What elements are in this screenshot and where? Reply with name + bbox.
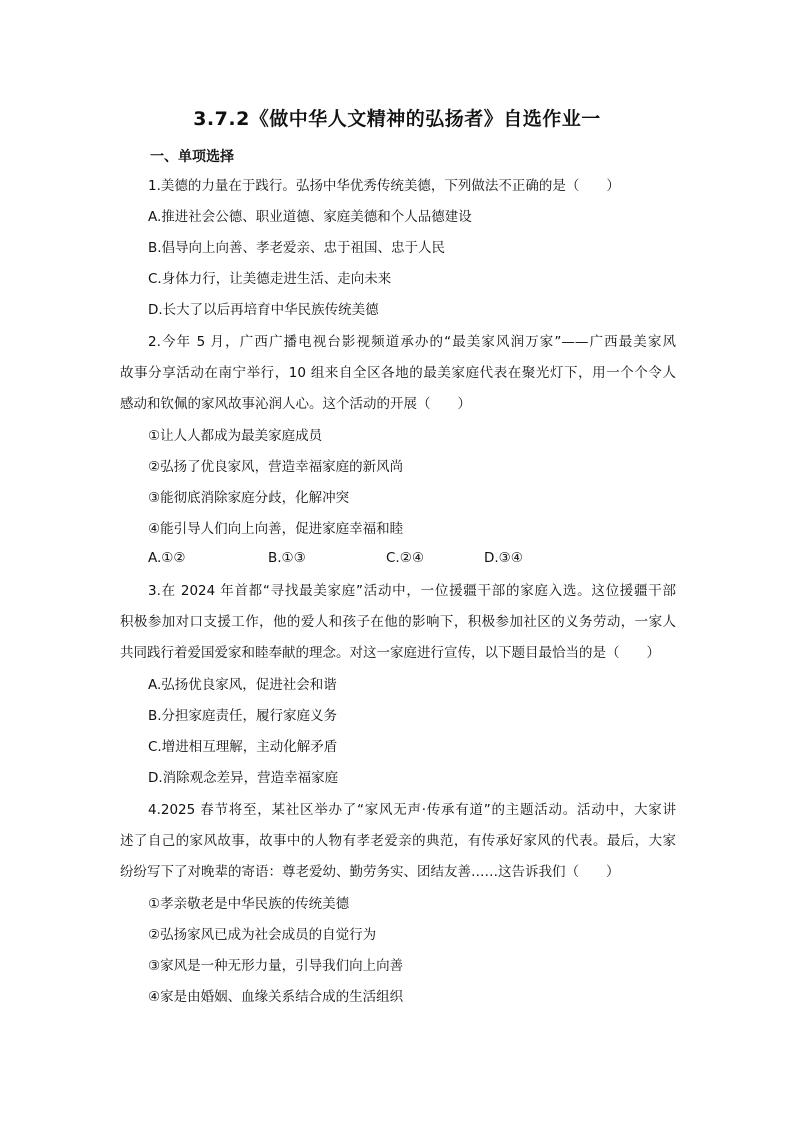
- question-3-stem-line-3: 共同践行着爱国爱家和睦奉献的理念。对这一家庭进行宣传，以下题目最恰当的是（ ）: [120, 645, 660, 661]
- question-4-statement-3: ③家风是一种无形力量，引导我们向上向善: [148, 958, 404, 974]
- question-4-stem-line-3: 纷纷写下了对晚辈的寄语：尊老爱幼、勤劳务实、团结友善……这告诉我们（ ）: [120, 864, 620, 880]
- question-4-statement-2: ②弘扬家风已成为社会成员的自觉行为: [148, 927, 377, 943]
- question-2-statement-4: ④能引导人们向上向善，促进家庭幸福和睦: [148, 521, 404, 537]
- question-3-option-a: A.弘扬优良家风，促进社会和谐: [148, 677, 337, 693]
- question-2-stem-line-1: 2.今年 5 月，广西广播电视台影视频道承办的“最美家风润万家”——广西最美家风: [148, 334, 676, 350]
- question-2-statement-3: ③能彻底消除家庭分歧，化解冲突: [148, 490, 350, 506]
- question-3-stem-line-2: 积极参加对口支援工作，他的爱人和孩子在他的影响下，积极参加社区的义务劳动，一家人: [120, 614, 676, 630]
- question-1-option-c: C.身体力行，让美德走进生活、走向未来: [148, 271, 392, 287]
- question-2-choice-d: D.③④: [484, 550, 523, 566]
- section-heading: 一、单项选择: [150, 149, 234, 165]
- question-3-option-d: D.消除观念差异，营造幸福家庭: [148, 770, 339, 786]
- question-3-option-c: C.增进相互理解，主动化解矛盾: [148, 739, 338, 755]
- question-4-stem-line-2: 述了自己的家风故事，故事中的人物有孝老爱亲的典范，有传承好家风的代表。最后，大家: [120, 833, 676, 849]
- question-2-statement-1: ①让人人都成为最美家庭成员: [148, 428, 323, 444]
- question-2-stem-line-2: 故事分享活动在南宁举行，10 组来自全区各地的最美家庭代表在聚光灯下，用一个个令人: [120, 365, 676, 381]
- question-1-option-b: B.倡导向上向善、孝老爱亲、忠于祖国、忠于人民: [148, 240, 446, 256]
- question-3-option-b: B.分担家庭责任，履行家庭义务: [148, 708, 338, 724]
- question-1-option-a: A.推进社会公德、职业道德、家庭美德和个人品德建设: [148, 209, 472, 225]
- question-2-stem-line-3: 感动和钦佩的家风故事沁润人心。这个活动的开展（ ）: [120, 396, 471, 412]
- question-2-choice-a: A.①②: [148, 550, 186, 566]
- question-2-statement-2: ②弘扬了优良家风，营造幸福家庭的新风尚: [148, 459, 404, 475]
- question-2-choice-b: B.①③: [268, 550, 306, 566]
- question-1-option-d: D.长大了以后再培育中华民族传统美德: [148, 302, 379, 318]
- question-4-statement-4: ④家是由婚姻、血缘关系结合成的生活组织: [148, 989, 404, 1005]
- question-3-stem-line-1: 3.在 2024 年首都“寻找最美家庭”活动中，一位援疆干部的家庭入选。这位援疆干部: [148, 583, 676, 599]
- question-4-stem-line-1: 4.2025 春节将至，某社区举办了“家风无声·传承有道”的主题活动。活动中，大家讲: [148, 802, 676, 818]
- document-title: 3.7.2《做中华人文精神的弘扬者》自选作业一: [193, 108, 601, 130]
- question-2-choice-c: C.②④: [386, 550, 424, 566]
- question-1-stem: 1.美德的力量在于践行。弘扬中华优秀传统美德，下列做法不正确的是（ ）: [148, 178, 620, 194]
- question-4-statement-1: ①孝亲敬老是中华民族的传统美德: [148, 896, 350, 912]
